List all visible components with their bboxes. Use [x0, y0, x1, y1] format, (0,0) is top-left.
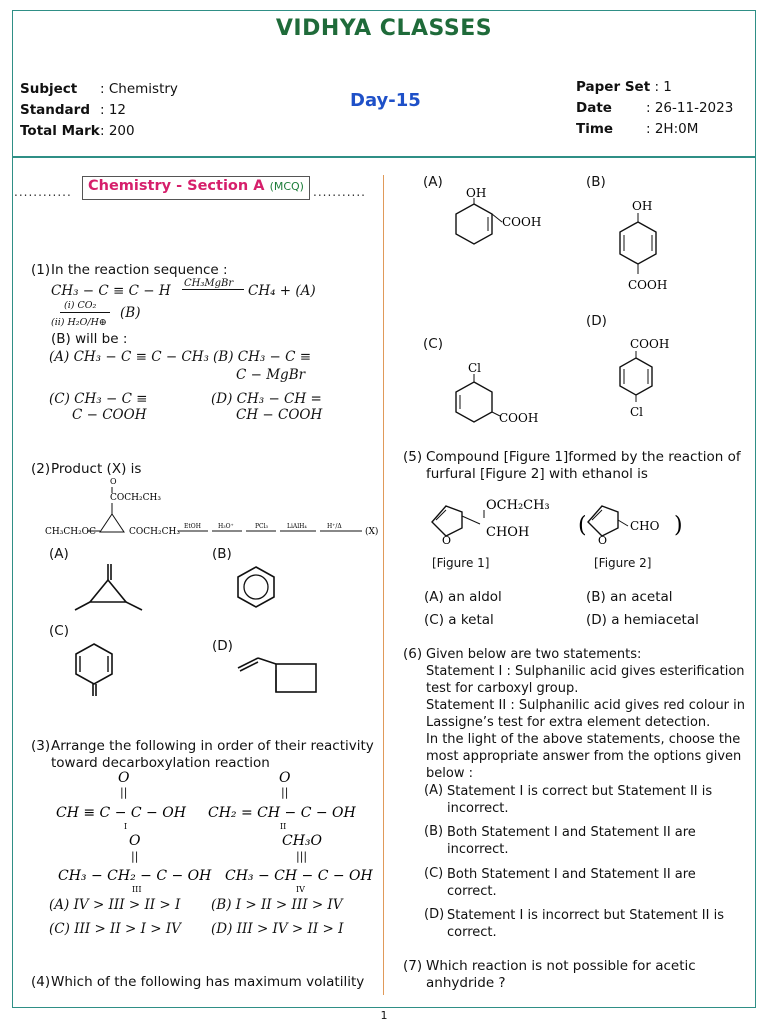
svg-text:||: ||	[281, 786, 289, 799]
q1-reagent1: CH₃MgBr	[184, 278, 234, 289]
svg-text:O: O	[598, 534, 608, 547]
q2-right-group: COCH₂CH₃	[129, 527, 180, 537]
svg-text:CHO: CHO	[630, 519, 660, 533]
q5-figure-1-label: [Figure 1]	[432, 556, 490, 570]
paper-set-value: : 1	[654, 79, 672, 95]
q2-left-group: CH₃CH₂OC	[45, 527, 96, 537]
q6-line: most appropriate answer from the options given	[426, 749, 742, 764]
q6-option-d-label[interactable]: (D)	[424, 907, 445, 922]
q2-option-a-structure	[72, 562, 152, 614]
q6-option-a[interactable]: Statement I is correct but Statement II is incorrect.	[447, 784, 713, 816]
q1-option-d1[interactable]: (D) CH₃ − CH =	[211, 391, 322, 407]
school-name: VIDHYA CLASSES	[275, 16, 493, 41]
q4-option-a[interactable]: (A)	[423, 174, 443, 190]
q6-line: In the light of the above statements, choose the	[426, 732, 741, 747]
svg-text:Cl: Cl	[468, 361, 482, 375]
q2-reagent-4: LiAlH₄	[287, 523, 307, 530]
svg-text:COOH: COOH	[499, 411, 539, 425]
q4-option-a-structure	[452, 186, 552, 254]
q5-option-d[interactable]: (D) a hemiacetal	[586, 612, 699, 628]
q1-eq1-rhs: CH₄ + (A)	[248, 283, 316, 299]
q4-option-c-structure	[452, 358, 552, 424]
paper-set-label: Paper Set	[576, 79, 651, 95]
q1-arrow2	[60, 312, 110, 313]
day-title: Day-15	[350, 90, 421, 111]
q5-figure-2-label: [Figure 2]	[594, 556, 652, 570]
svg-text:COOH: COOH	[628, 278, 668, 292]
q6-option-a-label[interactable]: (A)	[424, 783, 444, 798]
section-title: Chemistry - Section A (MCQ)	[82, 176, 310, 200]
q2-option-c-structure	[72, 640, 116, 698]
q2-scheme	[40, 478, 380, 543]
q4-option-d[interactable]: (D)	[586, 313, 607, 329]
q5-option-a[interactable]: (A) an aldol	[424, 589, 502, 605]
q1-option-c2: C − COOH	[72, 407, 147, 423]
q4-option-c[interactable]: (C)	[423, 336, 443, 352]
q3-text-2: toward decarboxylation reaction	[51, 755, 270, 771]
page-number: 1	[380, 1009, 388, 1022]
q1-option-b2: C − MgBr	[236, 367, 306, 383]
svg-text:Cl: Cl	[630, 405, 644, 419]
q1-will-be: (B) will be :	[51, 331, 128, 347]
q5-number: (5)	[403, 449, 423, 465]
q4-text: Which of the following has maximum volatility	[51, 974, 365, 990]
q7-text: Which reaction is not possible for acetic anhydride ?	[426, 958, 696, 991]
dots-right: ...........	[313, 185, 366, 199]
svg-text:||: ||	[131, 850, 139, 863]
q3-structures	[56, 770, 386, 896]
q2-number: (2)	[31, 461, 51, 477]
q3-structure-3: CH₃ − CH₂ − C − OH	[58, 868, 212, 884]
svg-text:): )	[674, 513, 683, 538]
q4-option-b-structure	[612, 198, 682, 294]
q5-text-2: furfural [Figure 2] with ethanol is	[426, 466, 648, 482]
q3-structure-2: CH₂ = CH − C − OH	[208, 805, 356, 821]
q3-option-c[interactable]: (C) III > II > I > IV	[49, 921, 181, 937]
q6-number: (6)	[403, 646, 423, 662]
q1-arrow1	[182, 284, 244, 290]
q5-text-1: Compound [Figure 1]formed by the reaction of	[426, 449, 741, 465]
q6-option-b-label[interactable]: (B)	[424, 824, 444, 839]
standard-label: Standard	[20, 102, 90, 118]
subject-value: : Chemistry	[100, 81, 178, 97]
q1-option-c1[interactable]: (C) CH₃ − C ≡	[49, 391, 148, 407]
total-mark-value: : 200	[100, 123, 135, 139]
q1-reagent2a: (i) CO₂	[64, 300, 97, 311]
q5-figure-2	[578, 498, 688, 548]
time-label: Time	[576, 121, 614, 137]
meta-right	[576, 77, 733, 140]
q2-option-a[interactable]: (A)	[49, 546, 69, 562]
time-value: : 2H:0M	[646, 121, 699, 137]
q3-option-a[interactable]: (A) IV > III > II > I	[49, 897, 181, 913]
svg-text:COOH: COOH	[502, 215, 542, 229]
q3-number: (3)	[31, 738, 51, 754]
total-mark-label: Total Mark	[20, 123, 100, 139]
q6-line: test for carboxyl group.	[426, 681, 579, 696]
q4-option-d-structure	[612, 336, 682, 420]
svg-text:OH: OH	[632, 199, 653, 213]
q6-line: Statement I : Sulphanilic acid gives esterification	[426, 664, 745, 679]
subject-label: Subject	[20, 81, 78, 97]
q6-line: Lassigne’s test for extra element detection.	[426, 715, 711, 730]
q6-option-c[interactable]: Both Statement I and Statement II are correct.	[447, 867, 696, 899]
q3-label-3: III	[132, 885, 142, 894]
svg-text:OH: OH	[466, 186, 487, 200]
q6-line: below :	[426, 766, 473, 781]
q3-s4-ch3o: CH₃O	[282, 833, 323, 849]
q6-line: Statement II : Sulphanilic acid gives red colour in	[426, 698, 746, 713]
q3-structure-4: CH₃ − CH − C − OH	[225, 868, 373, 884]
q6-line: Given below are two statements:	[426, 647, 642, 662]
q1-text: In the reaction sequence :	[51, 262, 228, 278]
q2-reagent-3: PCl₃	[255, 523, 268, 530]
dots-left: ............	[14, 185, 72, 199]
q2-option-b-structure	[234, 566, 278, 610]
q3-s1-o: O	[118, 770, 130, 786]
q2-top-group: COCH₂CH₃	[110, 493, 161, 503]
header-divider	[13, 156, 755, 158]
q2-option-d-structure	[234, 656, 318, 696]
q3-option-b[interactable]: (B) I > II > III > IV	[211, 897, 343, 913]
q2-reagent-5: H⁺/Δ	[327, 523, 342, 530]
svg-text:COOH: COOH	[630, 337, 670, 351]
q1-option-b1[interactable]: (B) CH₃ − C ≡	[213, 349, 312, 365]
q1-number: (1)	[31, 262, 51, 278]
q3-label-2: II	[280, 822, 287, 831]
q6-stem	[426, 646, 745, 782]
standard-value: : 12	[100, 102, 127, 118]
q2-reagent-2: H₃O⁺	[218, 523, 234, 530]
q2-option-d[interactable]: (D)	[212, 638, 233, 654]
date-label: Date	[576, 100, 612, 116]
q2-reagent-1: EtOH	[184, 523, 201, 530]
svg-text:CHOH: CHOH	[486, 525, 530, 540]
q1-option-a[interactable]: (A) CH₃ − C ≡ C − CH₃	[49, 349, 209, 365]
q1-reagent2b: (ii) H₂O/H⊕	[51, 317, 107, 328]
q5-option-c[interactable]: (C) a ketal	[424, 612, 494, 628]
q3-s3-o: O	[129, 833, 141, 849]
q3-option-d[interactable]: (D) III > IV > II > I	[211, 921, 344, 937]
q3-s2-o: O	[279, 770, 291, 786]
svg-text:||: ||	[120, 786, 128, 799]
q3-text-1: Arrange the following in order of their reactivity	[51, 738, 374, 754]
q4-option-b[interactable]: (B)	[586, 174, 606, 190]
q6-option-c-label[interactable]: (C)	[424, 866, 444, 881]
q6-option-b[interactable]: Both Statement I and Statement II are incorrect.	[447, 825, 696, 857]
svg-text:OCH₂CH₃: OCH₂CH₃	[486, 498, 550, 513]
svg-text:|||: |||	[296, 850, 308, 863]
q3-structure-1: CH ≡ C − C − OH	[56, 805, 186, 821]
svg-text:O: O	[442, 534, 452, 547]
q6-option-d[interactable]: Statement I is incorrect but Statement II is correct.	[447, 908, 724, 940]
q2-product-x: (X)	[365, 527, 379, 537]
q5-figure-1	[428, 494, 568, 548]
q2-option-b[interactable]: (B)	[212, 546, 232, 562]
q7-number: (7)	[403, 958, 423, 974]
q2-text: Product (X) is	[51, 461, 142, 477]
q1-option-d2: CH − COOH	[236, 407, 323, 423]
q3-label-1: I	[124, 822, 128, 831]
q1-eq1: CH₃ − C ≡ C − H	[51, 283, 171, 299]
meta-left	[20, 79, 178, 142]
q3-label-4: IV	[296, 885, 305, 894]
q2-carbonyl-o: O	[110, 477, 117, 486]
q4-number: (4)	[31, 974, 51, 990]
date-value: : 26-11-2023	[646, 100, 734, 116]
q5-option-b[interactable]: (B) an acetal	[586, 589, 673, 605]
q1-eq2-rhs: (B)	[120, 305, 141, 321]
svg-text:(: (	[578, 513, 587, 538]
q2-option-c[interactable]: (C)	[49, 623, 69, 639]
